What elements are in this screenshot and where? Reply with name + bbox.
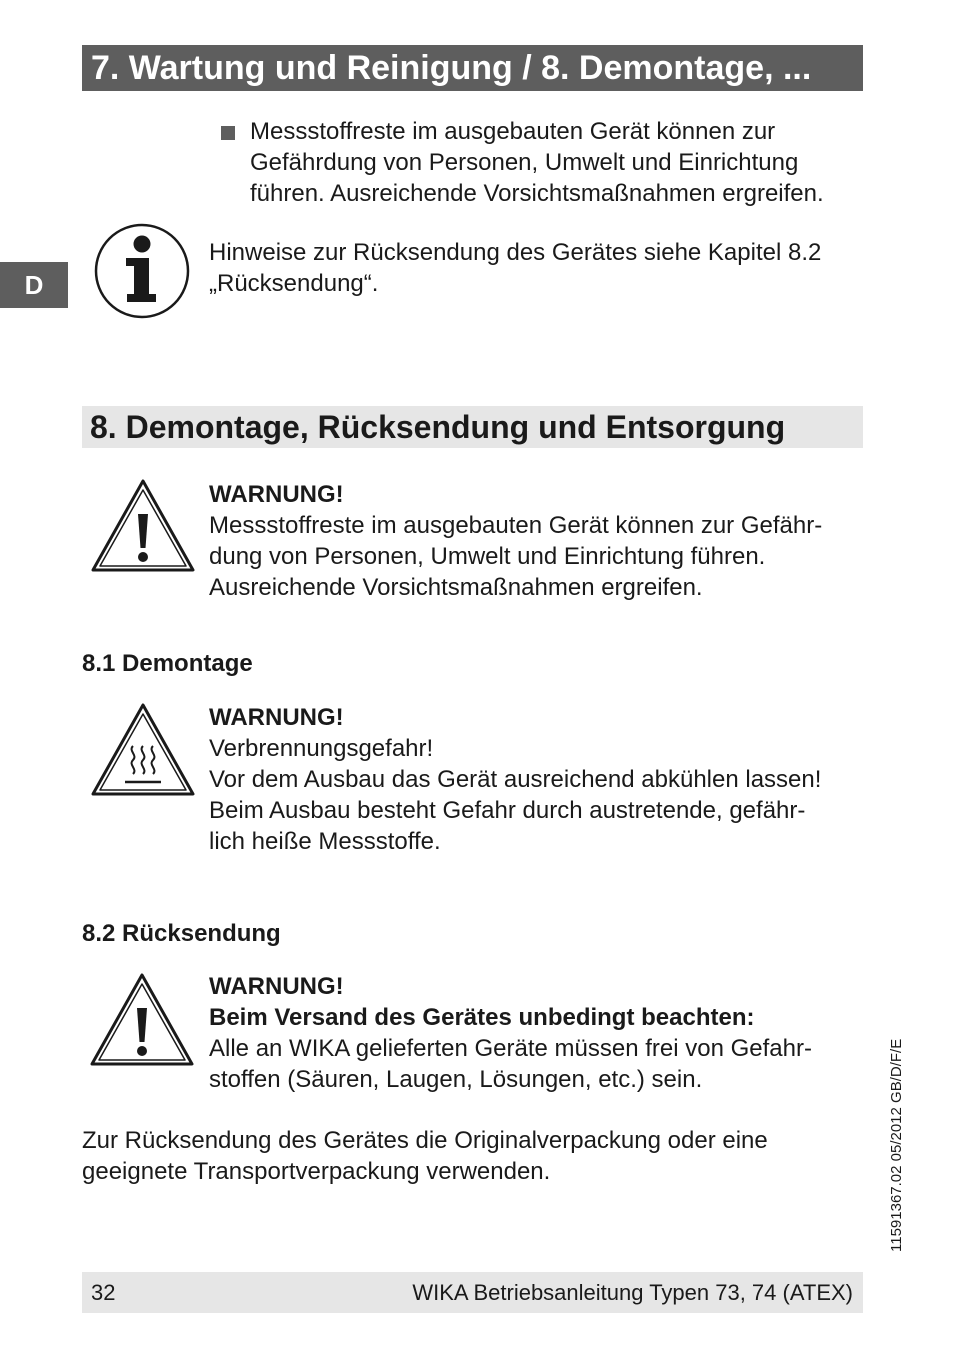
document-id: 11591367.02 05/2012 GB/D/F/E bbox=[888, 1038, 905, 1252]
warning-subheading: Beim Versand des Gerätes unbedingt beachten: bbox=[209, 1004, 755, 1031]
language-tab: D bbox=[0, 262, 68, 308]
subsection-title-demontage: 8.1 Demontage bbox=[82, 650, 253, 677]
warning-block: WARNUNG! Messstoffreste im ausgebauten Gerät können zur Gefähr- dung von Personen, Umwelt und Einrichtung führen. Ausreichende Vorsichtsmaßnahmen ergreifen. bbox=[209, 481, 823, 601]
chapter-title: 7. Wartung und Reinigung / 8. Demontage, ... bbox=[91, 49, 812, 87]
bullet-square-icon bbox=[221, 126, 235, 140]
section-title: 8. Demontage, Rücksendung und Entsorgung bbox=[90, 409, 786, 445]
subsection-title-ruecksendung: 8.2 Rücksendung bbox=[82, 920, 281, 947]
page-number: 32 bbox=[91, 1280, 116, 1305]
return-paragraph: Zur Rücksendung des Gerätes die Originalverpackung oder eine geeignete Transportverpackung verwenden. bbox=[82, 1127, 768, 1185]
footer-title: WIKA Betriebsanleitung Typen 73, 74 (ATEX) bbox=[412, 1280, 853, 1305]
warning-triangle-icon bbox=[90, 478, 196, 574]
warning-heading: WARNUNG! bbox=[209, 704, 344, 731]
info-note: Hinweise zur Rücksendung des Gerätes siehe Kapitel 8.2 „Rücksendung“. bbox=[209, 239, 822, 297]
warning-heading: WARNUNG! bbox=[209, 973, 344, 1000]
page-footer bbox=[82, 1272, 863, 1313]
warning-block-burn: WARNUNG! Verbrennungsgefahr! Vor dem Ausbau das Gerät ausreichend abkühlen lassen! Beim Ausbau besteht Gefahr durch austretende, gefähr- lich heiße Messstoffe. bbox=[209, 704, 822, 855]
hot-surface-warning-icon bbox=[90, 702, 196, 798]
warning-heading: WARNUNG! bbox=[209, 481, 344, 508]
bullet-text: Messstoffreste im ausgebauten Gerät können zur Gefährdung von Personen, Umwelt und Einrichtung führen. Ausreichende Vorsichtsmaßnahmen ergreifen. bbox=[250, 118, 824, 207]
section-title-bar bbox=[82, 406, 863, 448]
warning-triangle-icon bbox=[88, 972, 196, 1068]
info-icon bbox=[93, 222, 191, 320]
warning-block-shipping: WARNUNG! Beim Versand des Gerätes unbedingt beachten: Alle an WIKA gelieferten Geräte müssen frei von Gefahr- stoffen (Säuren, Laugen, Lösungen, etc.) sein. bbox=[209, 973, 812, 1093]
chapter-title-bar bbox=[82, 45, 863, 91]
